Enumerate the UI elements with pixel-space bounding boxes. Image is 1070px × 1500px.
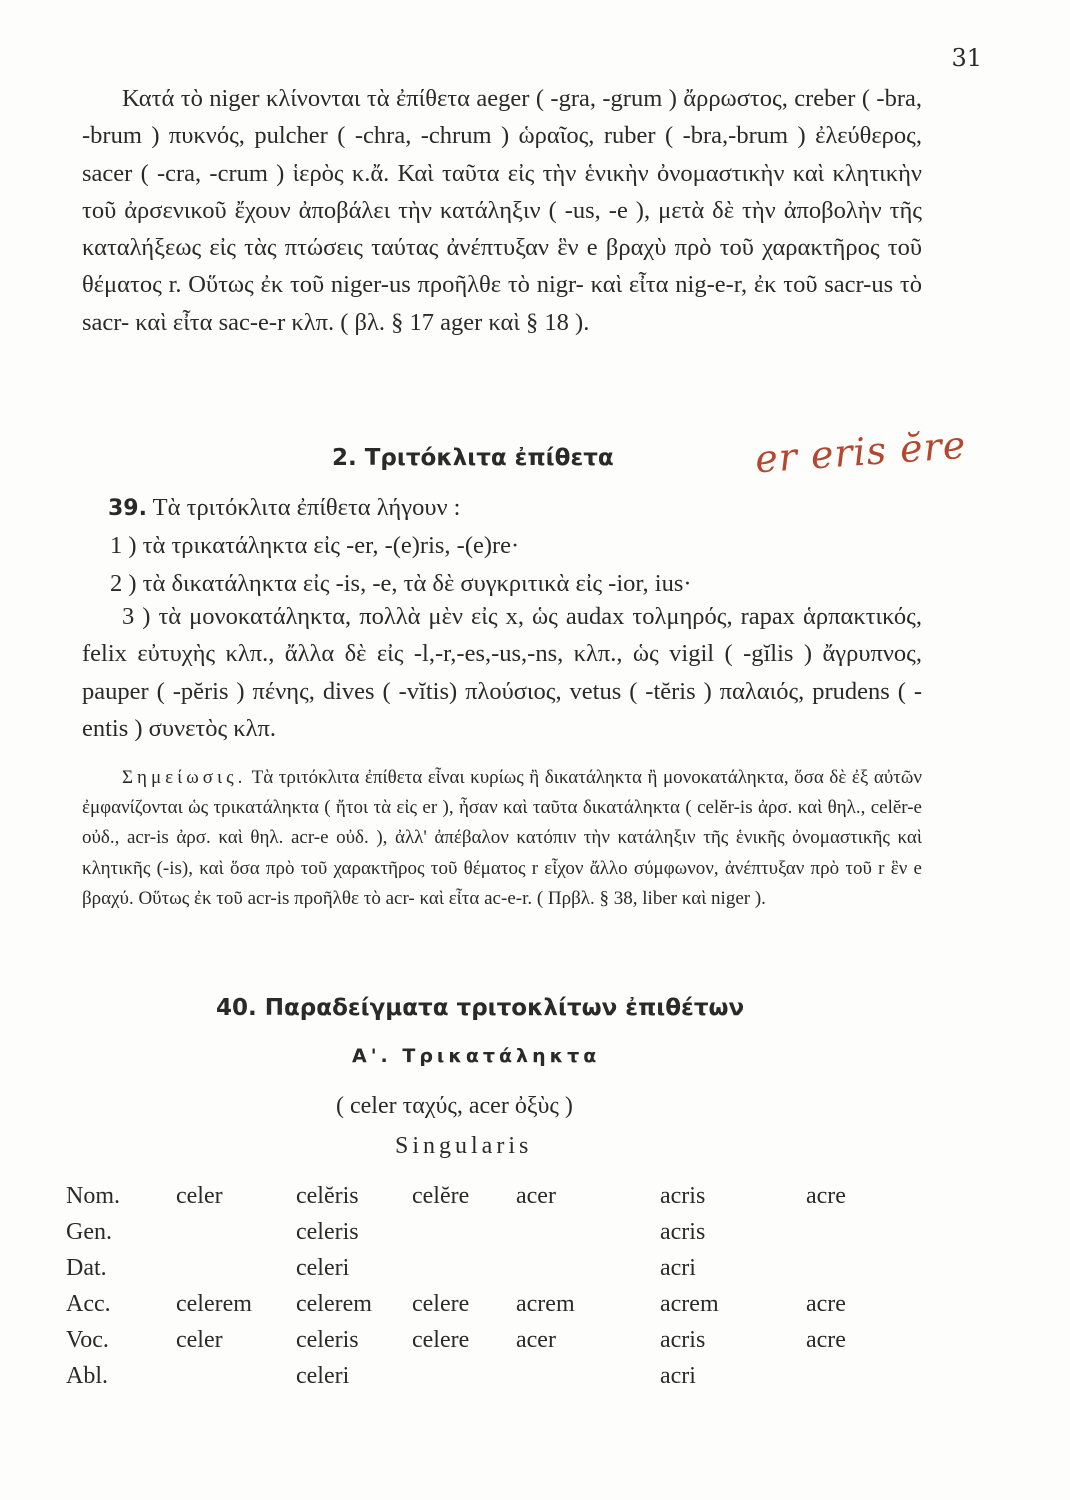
case-label: Gen. xyxy=(66,1218,112,1245)
table-row xyxy=(66,1358,926,1394)
section-heading-2: 2. Τριτόκλιτα ἐπίθετα xyxy=(332,445,614,471)
form-cell xyxy=(412,1358,516,1394)
form-cell: acrem xyxy=(660,1290,719,1317)
form-cell xyxy=(806,1214,926,1250)
list-item: 3 ) τὰ μονοκατάληκτα, πολλὰ μὲν εἰς x, ὡς audax τολμηρός, rapax ἁρπακτικός, felix εὐτυχὴς κλπ., ἄλλα δὲ εἰς -l,-r,-es,-us,-ns, κλπ., ὡς vigil ( -gĭlis ) ἄγρυπνος, pauper ( -pĕris ) πένης, dives ( -vĭtis) πλούσιος, vetus ( -tĕris ) παλαιός, prudens ( -entis ) συνετὸς κλπ. xyxy=(82,603,922,742)
form-cell: celerem xyxy=(176,1290,252,1317)
form-cell: celĕris xyxy=(296,1182,359,1209)
form-cell xyxy=(412,1250,516,1286)
table-row xyxy=(66,1286,926,1322)
form-cell: celere xyxy=(412,1290,470,1317)
table-row xyxy=(66,1214,926,1250)
case-label: Nom. xyxy=(66,1182,120,1209)
form-cell: acris xyxy=(660,1218,706,1245)
paragraph-niger: Κατά τὸ niger κλίνονται τὰ ἐπίθετα aeger ( -gra, -grum ) ἄρρωστος, creber ( -bra, -brum ) πυκνός, pulcher ( -chra, -chrum ) ὡραῖος, ruber ( -bra,-brum ) ἐλεύθερος, sacer ( -cra, -crum ) ἱερὸς κ.ἄ. Καὶ ταῦτα εἰς τὴν ἑνικὴν ὀνομαστικὴν καὶ κλητικὴν τοῦ ἀρσενικοῦ ἔχουν ἀποβάλει τὴν κατάληξιν ( -us, -e ), μετὰ δὲ τὴν ἀποβολὴν τῆς καταλήξεως εἰς τὰς πτώσεις ταύτας ἀνέπτυξαν ἓν e βραχὺ πρὸ τοῦ χαρακτῆρος τοῦ θέματος r. Οὕτως ἐκ τοῦ niger-us προῆλθε τὸ nigr- καὶ εἶτα nig-e-r, ἐκ τοῦ sacr-us τὸ sacr- καὶ εἶτα sac-e-r κλπ. ( βλ. § 17 ager καὶ § 18 ). xyxy=(82,85,922,336)
form-cell xyxy=(516,1250,660,1286)
declension-table xyxy=(66,1178,926,1394)
section-39-intro xyxy=(108,494,460,522)
example-gloss: ( celer ταχύς, acer ὀξὺς ) xyxy=(336,1093,573,1119)
note-label: Σημείωσις. xyxy=(122,767,247,788)
case-label: Voc. xyxy=(66,1326,109,1353)
form-cell: celerem xyxy=(296,1290,372,1317)
form-cell xyxy=(516,1358,660,1394)
table-row xyxy=(66,1178,926,1214)
list-item: 1 ) τὰ τρικατάληκτα εἰς -er, -(e)ris, -(e)re· xyxy=(110,532,520,559)
form-cell: acri xyxy=(660,1254,696,1281)
form-cell xyxy=(176,1358,296,1394)
form-cell: celĕre xyxy=(412,1182,470,1209)
form-cell xyxy=(806,1250,926,1286)
section-heading-40: 40. Παραδείγματα τριτοκλίτων ἐπιθέτων xyxy=(216,995,745,1021)
form-cell: acri xyxy=(660,1362,696,1389)
form-cell: celeri xyxy=(296,1362,350,1389)
form-cell: acrem xyxy=(516,1290,575,1317)
subheading-trikatalikta: Α'. Τρικατάληκτα xyxy=(352,1045,601,1067)
form-cell: acer xyxy=(516,1182,556,1209)
form-cell: celeris xyxy=(296,1218,359,1245)
page-number: 31 xyxy=(951,44,982,72)
note-text: Τὰ τριτόκλιτα ἐπίθετα εἶναι κυρίως ἢ δικατάληκτα ἢ μονοκατάληκτα, ὅσα δὲ ἐξ αὐτῶν ἐμφανίζονται ὡς τρικατάληκτα ( ἤτοι τὰ εἰς er ), ἦσαν καὶ ταῦτα δικατάληκτα ( celĕr-is ἀρσ. καὶ θηλ., celĕr-e οὐδ., acr-is ἀρσ. καὶ θηλ. acr-e οὐδ. ), ἀλλ' ἀπέβαλον κατόπιν τὴν κατάληξιν τῆς ἑνικῆς ὀνομαστικῆς καὶ κλητικῆς (-is), καὶ ὅσα πρὸ τοῦ χαρακτῆρος τοῦ θέματος r εἶχον ἄλλο σύμφωνον, ἀνέπτυξαν πρὸ τοῦ r ἓν e βραχύ. Οὕτως ἐκ τοῦ acr-is προῆλθε τὸ acr- καὶ εἶτα ac-e-r. ( Πρβλ. § 38, liber καὶ niger ). xyxy=(82,767,922,909)
number-label: Singularis xyxy=(395,1133,533,1159)
table-row xyxy=(66,1250,926,1286)
case-label: Acc. xyxy=(66,1290,111,1317)
form-cell: acris xyxy=(660,1182,706,1209)
form-cell: celeri xyxy=(296,1254,350,1281)
case-label: Abl. xyxy=(66,1362,108,1389)
form-cell: acer xyxy=(516,1326,556,1353)
form-cell: celeris xyxy=(296,1326,359,1353)
form-cell: acre xyxy=(806,1290,846,1317)
handwritten-annotation: er eris ĕre xyxy=(753,422,968,482)
case-label: Dat. xyxy=(66,1254,107,1281)
form-cell: celere xyxy=(412,1326,470,1353)
table-row xyxy=(66,1322,926,1358)
section-39-text: Τὰ τριτόκλιτα ἐπίθετα λήγουν : xyxy=(152,494,461,521)
section-number: 39. xyxy=(108,496,147,521)
form-cell xyxy=(806,1358,926,1394)
form-cell: celer xyxy=(176,1326,223,1353)
form-cell: acre xyxy=(806,1182,846,1209)
form-cell: acre xyxy=(806,1326,846,1353)
form-cell: celer xyxy=(176,1182,223,1209)
form-cell xyxy=(412,1214,516,1250)
form-cell xyxy=(176,1250,296,1286)
note-paragraph xyxy=(82,763,922,914)
list-item: 2 ) τὰ δικατάληκτα εἰς -is, -e, τὰ δὲ συγκριτικὰ εἰς -ior, ius· xyxy=(110,570,692,597)
form-cell xyxy=(176,1214,296,1250)
form-cell xyxy=(516,1214,660,1250)
form-cell: acris xyxy=(660,1326,706,1353)
